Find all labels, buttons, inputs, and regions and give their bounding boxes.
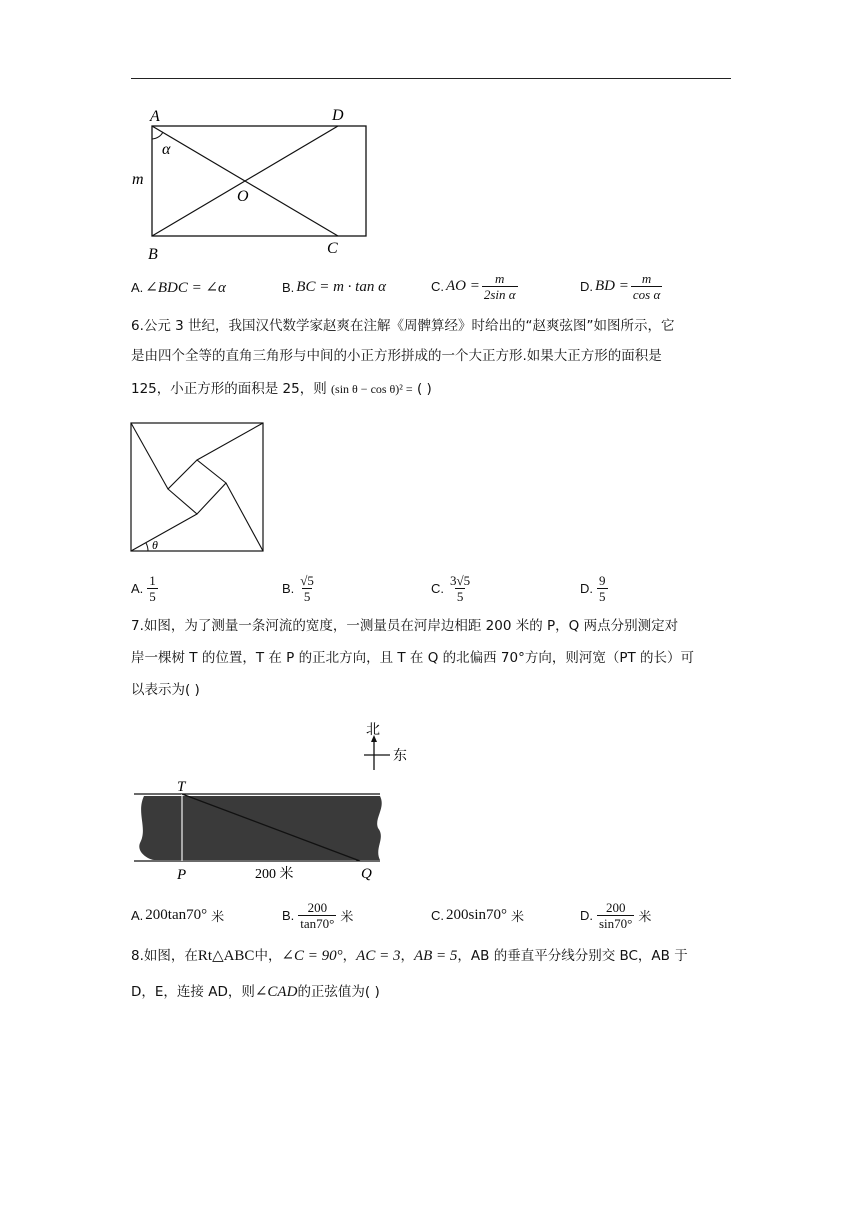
fraction: $\frac{m}{\text{cos α}}$ bbox=[632, 270, 661, 302]
q7-line-3: 以表示为( ) bbox=[131, 682, 200, 698]
q6-line-2: 是由四个全等的直角三角形与中间的小正方形拼成的一个大正方形.如果大正方形的面积是 bbox=[131, 348, 662, 364]
angle-theta-arc bbox=[146, 543, 148, 551]
q6-line-3: 125，小正方形的面积是 25，则 (sin θ − cos θ)² = ( ) bbox=[131, 381, 432, 397]
q7-line-2: 岸一棵树 T 的位置，T 在 P 的正北方向，且 T 在 Q 的北偏西 70°方向，则河宽（PT 的长）可 bbox=[131, 650, 695, 666]
figure-river bbox=[128, 718, 407, 883]
figure-rectangle-abcd bbox=[128, 100, 358, 265]
label-north: 北 bbox=[366, 723, 380, 738]
q7-option-d[interactable]: D. $\frac{200}{\sin 70^\circ}$ 米 bbox=[580, 899, 652, 931]
label-t: T bbox=[177, 779, 186, 795]
fraction: $\frac{200}{\sin 70^\circ}$ bbox=[599, 899, 633, 931]
q7-option-b[interactable]: B. $\frac{200}{\tan 70^\circ}$ 米 bbox=[282, 899, 354, 931]
label-q: Q bbox=[361, 866, 372, 882]
fraction: $\frac{9}{5}$ bbox=[599, 572, 606, 604]
fraction: $\frac{3√5}{5}$ bbox=[450, 572, 471, 604]
q7-option-c[interactable]: C. 200sin70° 米 bbox=[431, 906, 525, 925]
label-d: D bbox=[332, 107, 344, 124]
q6-option-c[interactable]: C. $\frac{3√5}{5}$ bbox=[431, 572, 471, 604]
small-square bbox=[168, 460, 226, 514]
label-east: 东 bbox=[393, 749, 407, 764]
fraction: $\frac{1}{5}$ bbox=[149, 572, 156, 604]
q6-expression: (sin θ − cos θ)² = bbox=[331, 382, 413, 396]
q7-line-1: 7.如图，为了测量一条河流的宽度，一测量员在河岸边相距 200 米的 P，Q 两点分别测定对 bbox=[131, 618, 679, 634]
fraction: $\frac{200}{\tan 70^\circ}$ bbox=[300, 899, 335, 931]
river-water bbox=[139, 796, 381, 860]
q7-option-a[interactable]: A. 200tan70° 米 bbox=[131, 906, 225, 925]
q5-option-a[interactable]: A. ∠BDC = ∠α bbox=[131, 279, 226, 296]
q8-line-1: 8.如图，在Rt△ABC中，∠C = 90°，AC = 3，AB = 5，AB 的垂直平分线分别交 BC，AB 于 bbox=[131, 948, 688, 964]
label-o: O bbox=[237, 188, 249, 205]
label-p: P bbox=[177, 867, 187, 883]
q5-option-c[interactable]: C. AO = $\frac{m}{\text{2sin α}}$ bbox=[431, 270, 516, 302]
big-square bbox=[131, 423, 263, 551]
label-theta: θ bbox=[152, 538, 158, 552]
label-distance: 200 米 bbox=[255, 867, 294, 882]
q6-line-1: 6.公元 3 世纪，我国汉代数学家赵爽在注解《周髀算经》时给出的“赵爽弦图”如图所示，它 bbox=[131, 318, 675, 334]
label-m: m bbox=[132, 171, 144, 188]
q6-option-a[interactable]: A. $\frac{1}{5}$ bbox=[131, 572, 156, 604]
angle-alpha-arc bbox=[152, 132, 163, 139]
label-alpha: α bbox=[162, 141, 171, 158]
q8-line-2: D，E，连接 AD，则∠CAD的正弦值为( ) bbox=[131, 984, 380, 1000]
label-c: C bbox=[327, 240, 338, 257]
q6-option-b[interactable]: B. $\frac{√5}{5}$ bbox=[282, 572, 314, 604]
label-a: A bbox=[150, 108, 160, 125]
fraction: $\frac{m}{\text{2sin α}}$ bbox=[483, 270, 516, 302]
label-b: B bbox=[148, 246, 158, 263]
figure-zhao-shuang-chord bbox=[128, 420, 268, 555]
header-rule bbox=[131, 78, 731, 79]
rectangle-outline bbox=[152, 126, 366, 236]
q6-option-d[interactable]: D. $\frac{9}{5}$ bbox=[580, 572, 606, 604]
q5-option-d[interactable]: D. BD = $\frac{m}{\text{cos α}}$ bbox=[580, 270, 661, 302]
q5-option-b[interactable]: B. BC = m · tan α bbox=[282, 278, 386, 295]
fraction: $\frac{√5}{5}$ bbox=[300, 572, 314, 604]
